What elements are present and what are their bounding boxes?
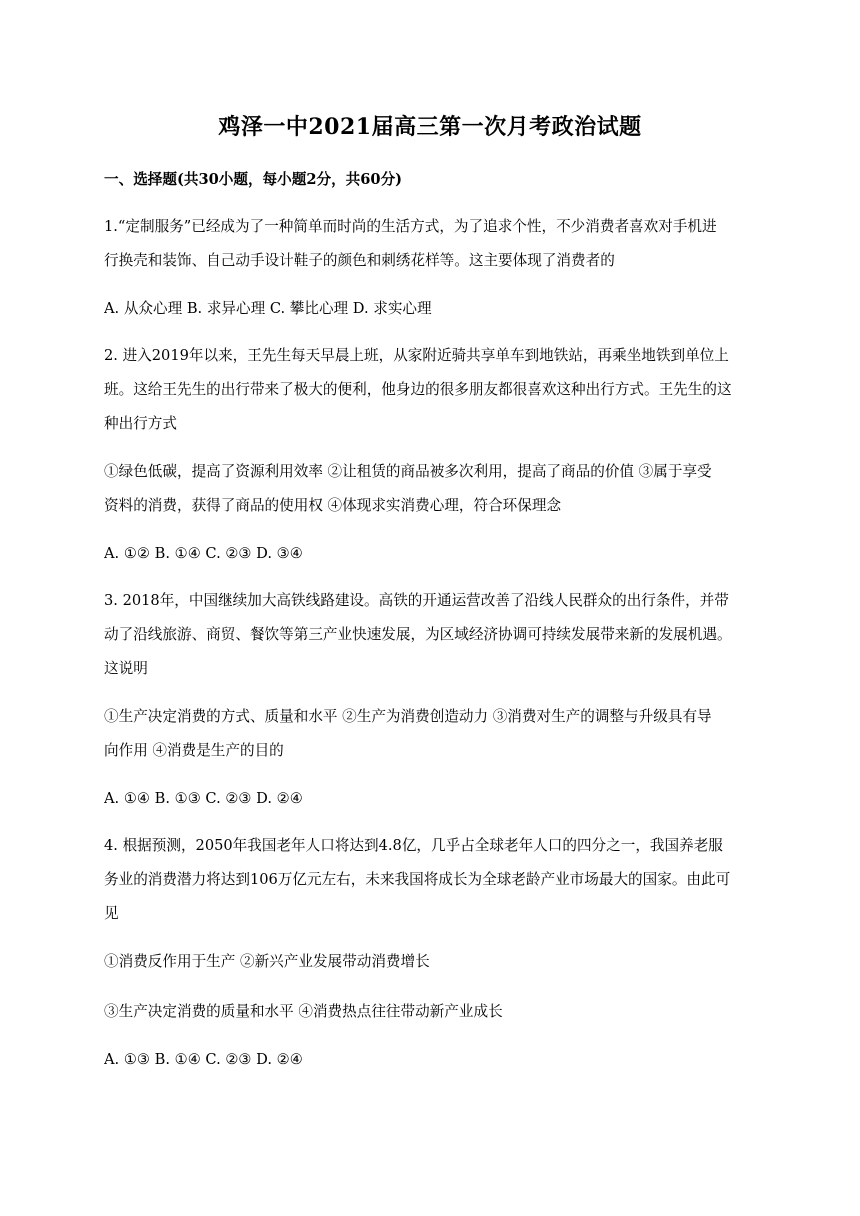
question-1-line-2: 行换壳和装饰、自己动手设计鞋子的颜色和刺绣花样等。这主要体现了消费者的 (104, 252, 615, 269)
question-2-options: A. ①② B. ①④ C. ②③ D. ③④ (104, 545, 303, 562)
question-2-statement-2: 资料的消费，获得了商品的使用权 ④体现求实消费心理，符合环保理念 (104, 497, 562, 514)
question-2-line-3: 种出行方式 (104, 415, 177, 432)
question-3-line-2: 动了沿线旅游、商贸、餐饮等第三产业快速发展，为区域经济协调可持续发展带来新的发展机遇。 (104, 626, 732, 643)
question-2-statement-1: ①绿色低碳，提高了资源利用效率 ②让租赁的商品被多次利用，提高了商品的价值 ③属于享受 (104, 463, 712, 480)
question-1-line-1: 1.“定制服务”已经成为了一种简单而时尚的生活方式，为了追求个性，不少消费者喜欢对手机进 (104, 218, 717, 235)
question-4-line-1: 4. 根据预测，2050年我国老年人口将达到4.8亿，几乎占全球老年人口的四分之一，我国养老服 (104, 837, 723, 854)
question-4-statement-2: ③生产决定消费的质量和水平 ④消费热点往往带动新产业成长 (104, 1003, 503, 1020)
question-3-statement-2: 向作用 ④消费是生产的目的 (104, 742, 284, 759)
question-1-options: A. 从众心理 B. 求异心理 C. 攀比心理 D. 求实心理 (104, 300, 432, 317)
question-4-line-3: 见 (104, 905, 119, 922)
question-3-line-3: 这说明 (104, 660, 148, 677)
question-3-line-1: 3. 2018年，中国继续加大高铁线路建设。高铁的开通运营改善了沿线人民群众的出行条件，并带 (104, 592, 729, 609)
exam-title: 鸡泽一中2021届高三第一次月考政治试题 (218, 114, 642, 140)
question-4-options: A. ①③ B. ①④ C. ②③ D. ②④ (104, 1051, 303, 1068)
question-3-statement-1: ①生产决定消费的方式、质量和水平 ②生产为消费创造动力 ③消费对生产的调整与升级具有导 (104, 708, 712, 725)
section-heading: 一、选择题(共30小题，每小题2分，共60分) (104, 171, 403, 188)
question-2-line-1: 2. 进入2019年以来，王先生每天早晨上班，从家附近骑共享单车到地铁站，再乘坐地铁到单位上 (104, 347, 729, 364)
question-4-statement-1: ①消费反作用于生产 ②新兴产业发展带动消费增长 (104, 953, 430, 970)
question-3-options: A. ①④ B. ①③ C. ②③ D. ②④ (104, 790, 303, 807)
question-2-line-2: 班。这给王先生的出行带来了极大的便利，他身边的很多朋友都很喜欢这种出行方式。王先生的这 (104, 381, 732, 398)
question-4-line-2: 务业的消费潜力将达到106万亿元左右，未来我国将成长为全球老龄产业市场最大的国家。由此可 (104, 871, 731, 888)
